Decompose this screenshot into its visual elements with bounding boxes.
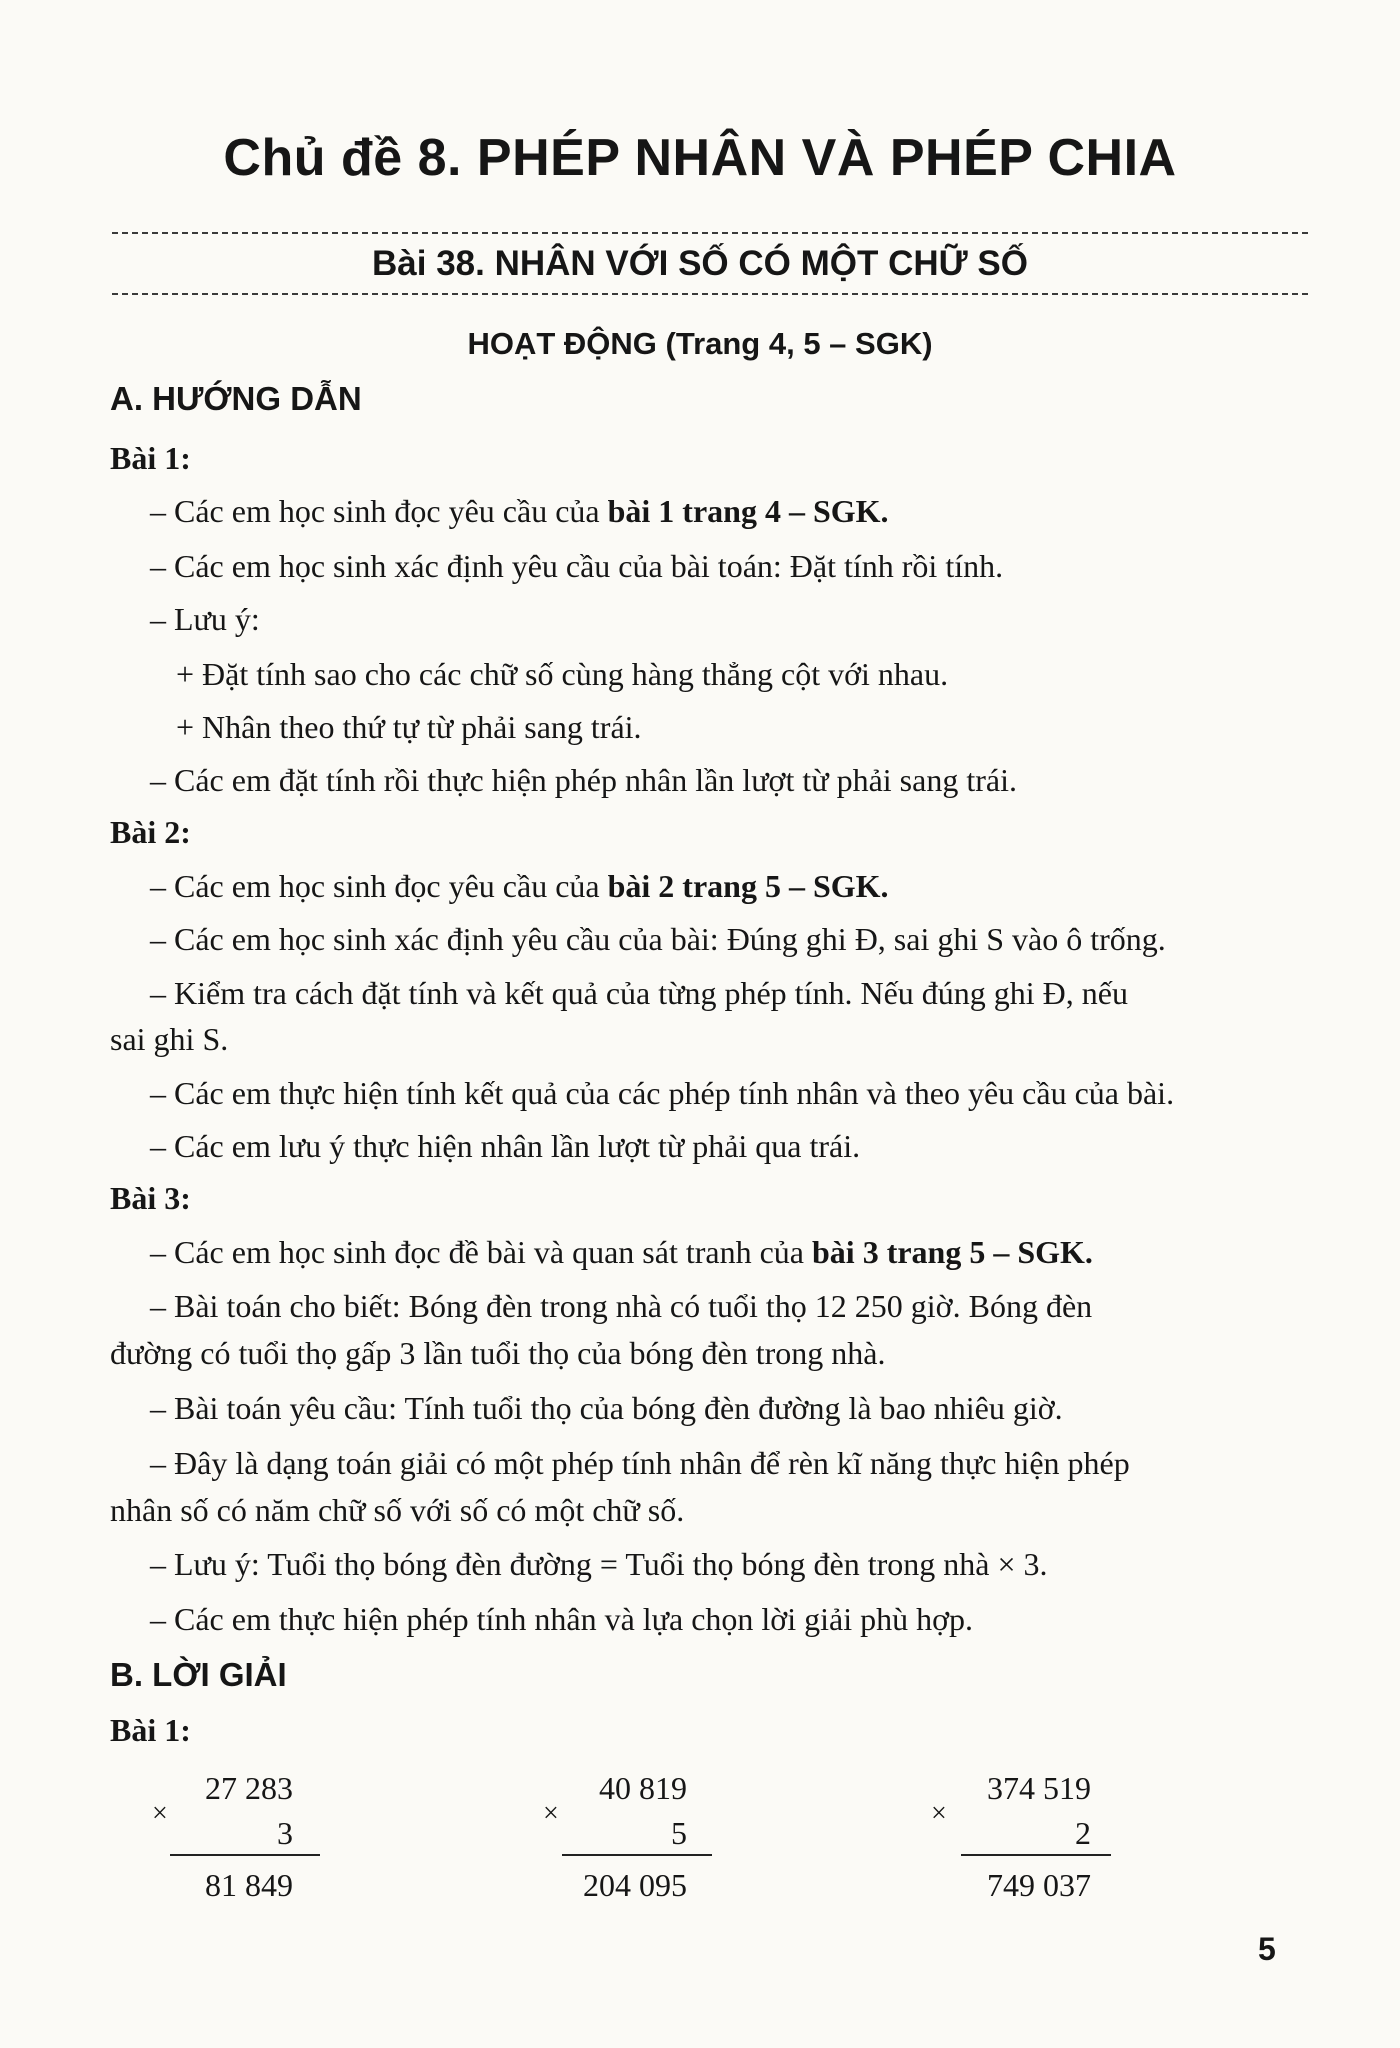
lesson-title: Bài 38. NHÂN VỚI SỐ CÓ MỘT CHỮ SỐ [372, 244, 1028, 283]
mult2-times-sign: × [543, 1798, 559, 1829]
bai2-line2: – Các em học sinh xác định yêu cầu của bài: Đúng ghi Đ, sai ghi S vào ô trống. [150, 921, 1166, 957]
mult2-bottom: 5 [671, 1815, 687, 1851]
mult3-result: 749 037 [987, 1867, 1091, 1903]
section-b-heading: B. LỜI GIẢI [110, 1656, 287, 1693]
bai3-line2: – Bài toán cho biết: Bóng đèn trong nhà có tuổi thọ 12 250 giờ. Bóng đèn [150, 1288, 1093, 1324]
divider-top [112, 232, 1308, 234]
mult2-top: 40 819 [599, 1770, 687, 1806]
bai1-line6: – Các em đặt tính rồi thực hiện phép nhân lần lượt từ phải sang trái. [150, 762, 1017, 798]
chapter-title: Chủ đề 8. PHÉP NHÂN VÀ PHÉP CHIA [223, 129, 1177, 187]
bai3-line1-bold: bài 3 trang 5 – SGK. [812, 1234, 1093, 1270]
mult3-times-sign: × [931, 1798, 947, 1829]
bai1-heading: Bài 1: [110, 440, 191, 476]
bai3-line2b: đường có tuổi thọ gấp 3 lần tuổi thọ của bóng đèn trong nhà. [110, 1335, 886, 1371]
bai3-line4: – Đây là dạng toán giải có một phép tính nhân để rèn kĩ năng thực hiện phép [150, 1445, 1130, 1481]
bai3-line6: – Các em thực hiện phép tính nhân và lựa chọn lời giải phù hợp. [150, 1601, 974, 1637]
mult1-result: 81 849 [205, 1867, 293, 1903]
mult3-line [961, 1854, 1111, 1856]
bai2-line1 [150, 870, 889, 902]
mult1-times-sign: × [152, 1798, 168, 1829]
bai3-line4b: nhân số có năm chữ số với số có một chữ số. [110, 1492, 685, 1528]
bai1-line5: + Nhân theo thứ tự từ phải sang trái. [176, 709, 642, 745]
bai1-line1 [150, 495, 889, 527]
divider-bottom [112, 293, 1308, 295]
mult3-bottom: 2 [1075, 1815, 1091, 1851]
bai1-line1-text: – Các em học sinh đọc yêu cầu của [150, 493, 608, 529]
solution-bai1-heading: Bài 1: [110, 1712, 191, 1748]
bai1-line3: – Lưu ý: [150, 601, 260, 637]
section-a-heading: A. HƯỚNG DẪN [110, 380, 362, 417]
mult1-line [170, 1854, 320, 1856]
bai2-line4: – Các em thực hiện tính kết quả của các phép tính nhân và theo yêu cầu của bài. [150, 1075, 1175, 1111]
bai3-heading: Bài 3: [110, 1180, 191, 1216]
bai1-line1-bold: bài 1 trang 4 – SGK. [607, 493, 889, 529]
activity-title: HOẠT ĐỘNG (Trang 4, 5 – SGK) [467, 326, 933, 361]
bai1-line4: + Đặt tính sao cho các chữ số cùng hàng thẳng cột với nhau. [176, 656, 949, 692]
mult1-bottom: 3 [277, 1815, 293, 1851]
mult3-top: 374 519 [987, 1770, 1091, 1806]
bai2-line3: – Kiểm tra cách đặt tính và kết quả của từng phép tính. Nếu đúng ghi Đ, nếu [150, 975, 1128, 1011]
bai2-line5: – Các em lưu ý thực hiện nhân lần lượt từ phải qua trái. [150, 1128, 861, 1164]
bai1-line2: – Các em học sinh xác định yêu cầu của bài toán: Đặt tính rồi tính. [150, 548, 1004, 584]
bai3-line5: – Lưu ý: Tuổi thọ bóng đèn đường = Tuổi thọ bóng đèn trong nhà × 3. [150, 1546, 1048, 1582]
bai2-line3b: sai ghi S. [110, 1021, 229, 1057]
mult1-top: 27 283 [205, 1770, 293, 1806]
bai3-line3: – Bài toán yêu cầu: Tính tuổi thọ của bóng đèn đường là bao nhiêu giờ. [150, 1390, 1063, 1426]
bai2-line1-bold: bài 2 trang 5 – SGK. [607, 868, 889, 904]
bai3-line1 [150, 1236, 1093, 1268]
bai3-line1-text: – Các em học sinh đọc đề bài và quan sát tranh của [150, 1234, 812, 1270]
page-number: 5 [1258, 1931, 1276, 1967]
mult2-result: 204 095 [583, 1867, 687, 1903]
mult2-line [562, 1854, 712, 1856]
bai2-line1-text: – Các em học sinh đọc yêu cầu của [150, 868, 608, 904]
bai2-heading: Bài 2: [110, 814, 191, 850]
